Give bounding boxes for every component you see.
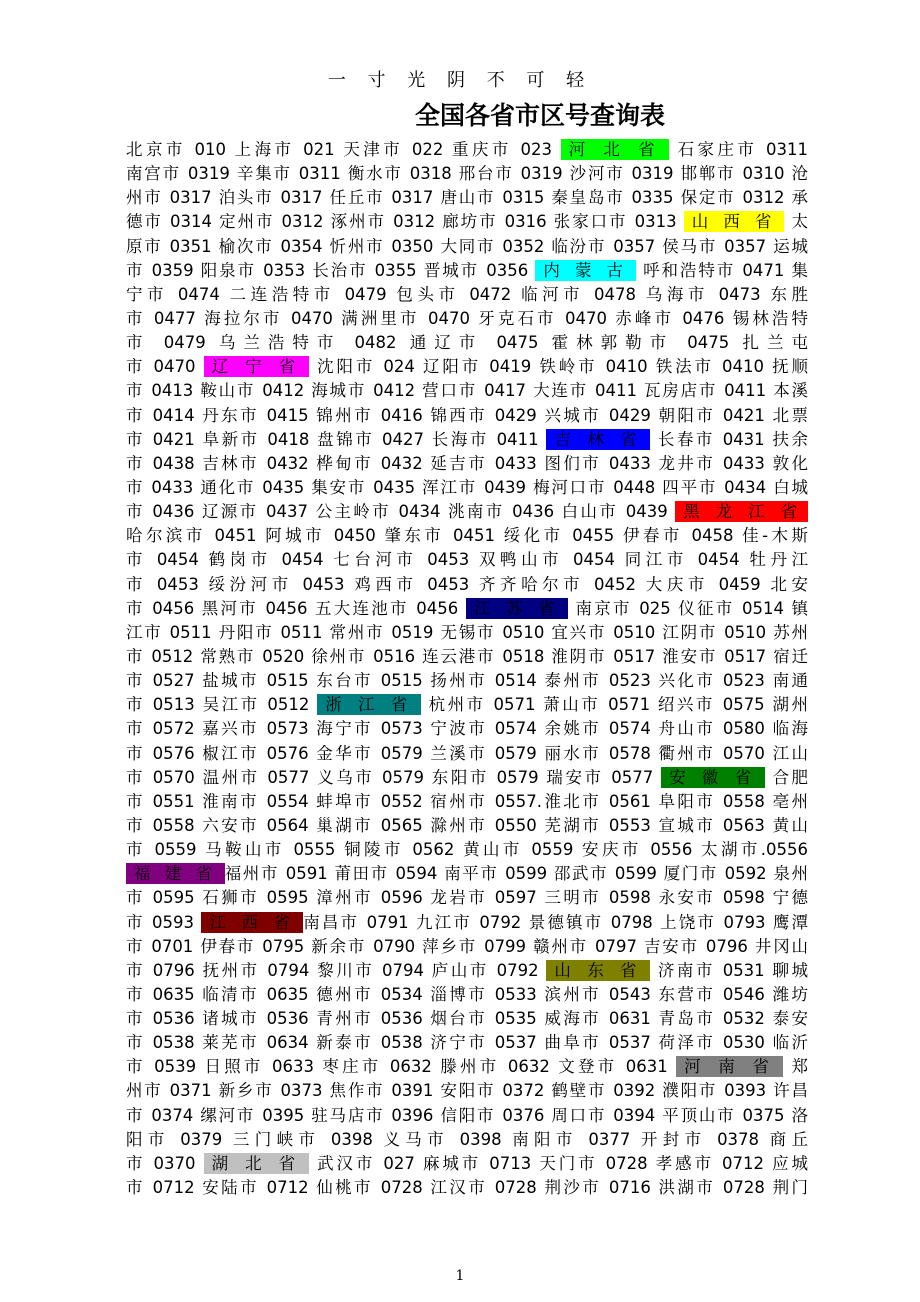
area-code-entries: 市 0370 [126,1153,204,1173]
text-line [126,838,808,862]
area-code-entries: 市 0635 临清市 0635 德州市 0534 淄博市 0533 滨州市 0543 东营市 0546 潍坊 [126,984,808,1004]
area-code-entries: 合肥 [764,767,808,787]
page-number: 1 [455,1268,465,1284]
text-line [126,886,808,910]
text-line [126,1104,808,1128]
area-code-entries: 市 0551 淮南市 0554 蚌埠市 0552 宿州市 0557.淮北市 0561 阜阳市 0558 亳州 [126,791,808,811]
area-code-entries: 市 0538 莱芜市 0634 新泰市 0538 济宁市 0537 曲阜市 0537 荷泽市 0530 临沂 [126,1033,808,1053]
text-line [126,983,808,1007]
area-code-entries: 市 0433 通化市 0435 集安市 0435 浑江市 0439 梅河口市 0448 四平市 0434 白城 [126,477,808,497]
text-line [126,500,808,524]
province-label-zhejiang: 浙 江 省 [317,694,421,715]
text-line [126,959,808,983]
area-code-entries: 市 0527 盐城市 0515 东台市 0515 扬州市 0514 泰州市 0523 兴化市 0523 南通 [126,671,808,691]
text-line [126,452,808,476]
text-line [126,404,808,428]
province-label-hebei: 河 北 省 [561,139,669,160]
province-label-hubei: 湖 北 省 [204,1153,309,1174]
area-code-entries: 市 0438 吉林市 0432 桦甸市 0432 延吉市 0433 图们市 0433 龙井市 0433 敦化 [126,453,808,473]
area-code-entries: 福州市 0591 莆田市 0594 南平市 0599 邵武市 0599 厦门市 0592 泉州 [224,864,808,884]
province-label-jiangxi: 江 西 省 [201,912,303,933]
page-header: 一 寸 光 阴 不 可 轻 [327,70,593,91]
area-code-entries: 州市 0317 泊头市 0317 任丘市 0317 唐山市 0315 秦皇岛市 0335 保定市 0312 承 [126,188,808,208]
area-code-entries: 市 0570 温州市 0577 义乌市 0579 东阳市 0579 瑞安市 0577 [126,767,662,787]
text-line [126,1007,808,1031]
area-code-entries: 市 0374 缧河市 0395 驻马店市 0396 信阳市 0376 周口市 0394 平顶山市 0375 洛 [126,1105,808,1125]
province-label-shanxi: 山 西 省 [684,211,785,232]
province-label-anhui: 安 徽 省 [661,767,765,788]
area-code-entries: 沈阳市 024 辽阳市 0419 铁岭市 0410 铁法市 0410 抚顺 [309,357,808,377]
area-code-entries: 市 0576 椒江市 0576 金华市 0579 兰溪市 0579 丽水市 0578 衢州市 0570 江山 [126,743,808,763]
area-code-entries: 哈尔滨市 0451 阿城市 0450 肇东市 0451 绥化市 0455 伊春市 0458 佳-木斯 [126,526,808,546]
area-code-entries: 北京市 010 上海市 021 天津市 022 重庆市 023 [126,140,561,159]
area-code-entries: 市 0421 阜新市 0418 盘锦市 0427 长海市 0411 [126,429,547,449]
text-line [126,814,808,838]
text-line [126,524,808,548]
area-code-entries: 市 0453 绥汾河市 0453 鸡西市 0453 齐齐哈尔市 0452 大庆市 0459 北安 [126,574,808,594]
province-label-neimenggu: 内 蒙 古 [535,260,636,281]
text-line [126,259,808,283]
area-code-entries: 阳市 0379 三门峡市 0398 义马市 0398 南阳市 0377 开封市 0378 商丘 [126,1129,808,1149]
area-code-entries: 市 0558 六安市 0564 巢湖市 0565 滁州市 0550 芜湖市 0553 宣城市 0563 黄山 [126,815,808,835]
text-line [126,1152,808,1176]
text-line [126,862,808,886]
text-line [126,138,808,162]
text-line [126,162,808,186]
text-line [126,790,808,814]
area-code-entries: 市 0477 海拉尔市 0470 满洲里市 0470 牙克石市 0470 赤峰市 0476 锡林浩特 [126,308,808,328]
area-code-entries: 市 0413 鞍山市 0412 海城市 0412 营口市 0417 大连市 0411 瓦房店市 0411 本溪 [126,381,808,401]
province-label-jiangsu: 江 苏 省 [466,598,568,619]
text-line [126,428,808,452]
text-line [126,307,808,331]
province-label-henan: 河 南 省 [676,1056,783,1077]
area-code-entries: 江市 0511 丹阳市 0511 常州市 0519 无锡市 0510 宜兴市 0510 江阴市 0510 苏州 [126,622,808,642]
text-line [126,1055,808,1079]
text-line [126,476,808,500]
area-code-entries: 太 [784,212,808,232]
area-code-entries: 市 0512 常熟市 0520 徐州市 0516 连云港市 0518 淮阴市 0517 淮安市 0517 宿迁 [126,646,808,666]
text-line [126,597,808,621]
area-code-entries: 市 0595 石狮市 0595 漳州市 0596 龙岩市 0597 三明市 0598 永安市 0598 宁德 [126,888,808,908]
text-line [126,1128,808,1152]
text-line [126,548,808,572]
text-line [126,645,808,669]
text-line [126,573,808,597]
text-line [126,935,808,959]
area-code-entries: 原市 0351 榆次市 0354 忻州市 0350 大同市 0352 临汾市 0357 侯马市 0357 运城 [126,236,808,256]
area-code-entries: 市 0470 [126,357,204,377]
area-code-entries: 长春市 0431 扶余 [650,429,808,449]
area-code-entries: 市 0536 诸城市 0536 青州市 0536 烟台市 0535 威海市 0631 青岛市 0532 泰安 [126,1009,808,1029]
text-line [126,331,808,355]
text-line [126,621,808,645]
area-code-entries: 州市 0371 新乡市 0373 焦作市 0391 安阳市 0372 鹤壁市 0392 濮阳市 0393 许昌 [126,1081,808,1101]
area-code-entries: 南宫市 0319 辛集市 0311 衡水市 0318 邢台市 0319 沙河市 0319 邯郸市 0310 沧 [126,164,808,184]
text-line [126,186,808,210]
province-label-shandong: 山 东 省 [546,960,650,981]
text-line [126,742,808,766]
text-line [126,355,808,379]
area-code-entries: 宁市 0474 二连浩特市 0479 包头市 0472 临河市 0478 乌海市 0473 东胜 [126,284,808,304]
text-line [126,1031,808,1055]
text-line [126,1176,808,1200]
area-code-entries: 市 0701 伊春市 0795 新余市 0790 萍乡市 0799 赣州市 0797 吉安市 0796 井冈山 [126,936,808,956]
area-code-entries: 郑 [783,1057,808,1077]
province-label-liaoning: 辽 宁 省 [204,356,309,377]
area-code-entries: 南昌市 0791 九江市 0792 景德镇市 0798 上饶市 0793 鹰潭 [303,912,808,932]
area-code-entries: 南京市 025 仪征市 0514 镇 [568,598,808,618]
area-code-entries: 市 0513 吴江市 0512 [126,695,318,715]
area-code-entries: 石家庄市 0311 [668,140,808,159]
text-line [126,379,808,403]
area-code-entries: 市 0456 黑河市 0456 五大连池市 0456 [126,598,466,618]
area-code-entries: 市 0479 乌兰浩特市 0482 通辽市 0475 霍林郭勒市 0475 扎兰屯 [126,333,808,353]
text-line [126,669,808,693]
province-label-fujian: 福 建 省 [126,863,225,884]
area-code-entries: 市 0359 阳泉市 0353 长治市 0355 晋城市 0356 [126,260,536,280]
area-code-text [126,138,808,1200]
area-code-entries: 杭州市 0571 萧山市 0571 绍兴市 0575 湖州 [420,695,808,715]
text-line [126,283,808,307]
area-code-entries: 市 0436 辽源市 0437 公主岭市 0434 洮南市 0436 白山市 0439 [126,502,676,522]
area-code-entries: 市 0593 [126,912,202,932]
text-line [126,235,808,259]
area-code-entries: 武汉市 027 麻城市 0713 天门市 0728 孝感市 0712 应城 [309,1153,808,1173]
area-code-entries: 市 0796 抚州市 0794 黎川市 0794 庐山市 0792 [126,960,547,980]
text-line [126,717,808,741]
area-code-entries: 呼和浩特市 0471 集 [635,260,808,280]
area-code-entries: 市 0559 马鞍山市 0555 铜陵市 0562 黄山市 0559 安庆市 0556 太湖市.0556 [126,840,808,860]
province-label-heilongjiang: 黑 龙 江 省 [675,501,808,522]
text-line [126,1079,808,1103]
text-line [126,911,808,935]
page-title: 全国各省市区号查询表 [414,101,665,130]
area-code-entries: 市 0572 嘉兴市 0573 海宁市 0573 宁波市 0574 余姚市 0574 舟山市 0580 临海 [126,719,808,739]
text-line [126,766,808,790]
area-code-entries: 市 0454 鹤岗市 0454 七台河市 0453 双鸭山市 0454 同江市 0454 牡丹江 [126,550,808,570]
text-line [126,693,808,717]
province-label-jilin: 吉 林 省 [546,429,650,450]
area-code-entries: 德市 0314 定州市 0312 涿州市 0312 廊坊市 0316 张家口市 0313 [126,212,684,232]
text-line [126,210,808,234]
area-code-entries: 市 0539 日照市 0633 枣庄市 0632 滕州市 0632 文登市 0631 [126,1057,677,1077]
area-code-entries: 济南市 0531 聊城 [650,960,808,980]
area-code-entries: 市 0414 丹东市 0415 锦州市 0416 锦西市 0429 兴城市 0429 朝阳市 0421 北票 [126,405,808,425]
area-code-entries: 市 0712 安陆市 0712 仙桃市 0728 江汉市 0728 荆沙市 0716 洪湖市 0728 荆门 [126,1178,808,1198]
